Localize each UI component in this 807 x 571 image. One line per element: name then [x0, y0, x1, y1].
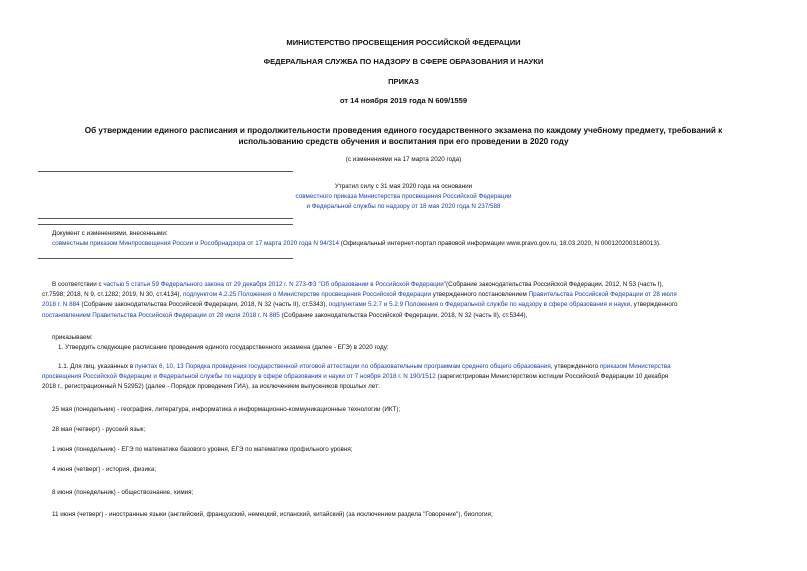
joint-order-link[interactable]: приказом Министерства: [599, 363, 671, 370]
revision-note: (с изменениями на 17 марта 2020 года): [345, 156, 462, 163]
schedule-item: 11 июня (четверг) - иностранные языки (английский, французский, немецкий, испанский, китайский) (за исключением раздела "Говорение"), биология;: [52, 511, 493, 518]
item-text: (зарегистрирован Министерством юстиции Российской Федерации 10 декабря: [435, 373, 669, 381]
schedule-item: 25 мая (понедельник) - география, литература, информатика и информационно-коммуникационные технологии (ИКТ);: [52, 406, 401, 413]
item-text: , утвержденного: [550, 363, 600, 370]
divider: [38, 224, 293, 225]
schedule-item: 8 июня (понедельник) - обществознание, химия;: [52, 489, 194, 496]
item-text: 1.1. Для лиц, указанных в: [58, 363, 135, 370]
rosobrnadzor-regulation-link[interactable]: подпунктами 5.2.7 и 5.2.9 Положения о Федеральной службе по надзору в сфере образования и науки: [328, 301, 631, 309]
doc-date-heading: от 14 ноября 2019 года N 609/1559: [339, 96, 468, 105]
doc-type-heading: ПРИКАЗ: [388, 77, 419, 86]
schedule-item: 4 июня (четверг) - история, физика;: [52, 466, 157, 473]
validity-link-2[interactable]: и Федеральной службы по надзору от 18 мая 2020 года N 237/588: [306, 202, 501, 210]
document-title: [40, 125, 767, 148]
preamble-text: , утвержденного: [630, 301, 678, 309]
schedule-item: 1 июня (понедельник) - ЕГЭ по математике базового уровня, ЕГЭ по математике профильного уровня;: [52, 446, 353, 453]
joint-order-link-cont[interactable]: просвещения Российской Федерации и Федеральной службы по надзору в сфере образования и науки от 7 ноября 2018 г. N 190/1512: [42, 373, 436, 381]
order-word: приказываем:: [52, 334, 93, 341]
preamble-text: утвержденного постановлением: [431, 291, 529, 299]
changes-block: [52, 229, 772, 249]
item-text: 2018 г., регистрационный N 52952) (далее - Порядок проведения ГИА), за исключением выпускников прошлых лет:: [42, 383, 380, 391]
item-1-1: [42, 362, 770, 393]
preamble-text: (Собрание законодательства Российской Федерации, 2018, N 32 (часть II), ст.5344),: [279, 311, 528, 319]
preamble: [42, 280, 770, 321]
item-1: 1. Утвердить следующее расписание проведения единого государственного экзамена (далее - ЕГЭ) в 2020 году:: [58, 344, 389, 351]
preamble-text: ст.7598; 2018, N 9, ст.1282; 2019, N 30, ст.4134),: [42, 291, 183, 299]
schedule-item: 28 мая (четверг) - русский язык;: [52, 426, 146, 433]
changes-link[interactable]: совместным приказом Минпросвещения России и Рособрнадзора от 17 марта 2020 года N 94/314: [52, 239, 339, 247]
government-decree-884-link[interactable]: Правительства Российской Федерации от 28 июля: [528, 291, 677, 299]
divider: [38, 171, 293, 172]
preamble-text: (Собрание законодательства Российской Федерации, 2018, N 32 (часть II), ст.5343),: [79, 301, 329, 309]
ministry-regulation-link[interactable]: подпунктом 4.2.25 Положения о Министерстве просвещения Российской Федерации: [182, 291, 431, 299]
validity-note: [0, 182, 807, 211]
validity-link-1[interactable]: совместного приказа Министерства просвещения Российской Федерации: [295, 192, 512, 200]
ministry-heading: МИНИСТЕРСТВО ПРОСВЕЩЕНИЯ РОССИЙСКОЙ ФЕДЕРАЦИИ: [286, 38, 521, 47]
law-273-link[interactable]: частью 5 статьи 59 Федерального закона от 29 декабря 2012 г. N 273-ФЗ "Об образовании в Российской Федерации": [103, 281, 447, 288]
preamble-text: В соответствии с: [52, 281, 104, 288]
gia-procedure-link[interactable]: пунктах 6, 10, 13 Порядка проведения государственной итоговой аттестации по образовательным программам среднего общего образования: [134, 363, 551, 370]
validity-line: Утратил силу с 31 мая 2020 года на основании: [334, 183, 473, 190]
title-line-2: использованию средств обучения и воспитания при его проведении в 2020 году: [238, 137, 569, 147]
divider: [38, 258, 293, 259]
government-decree-885-link[interactable]: постановлением Правительства Российской Федерации от 28 июля 2018 г. N 885: [42, 311, 280, 319]
changes-label: Документ с изменениями, внесенными:: [52, 230, 168, 237]
government-decree-884-link-cont[interactable]: 2018 г. N 884: [42, 301, 80, 309]
divider: [38, 218, 293, 219]
changes-source: (Официальный интернет-портал правовой информации www.pravo.gov.ru, 18.03.2020, N 0001202003180013).: [338, 239, 661, 247]
title-line-1: Об утверждении единого расписания и продолжительности проведения единого государственного экзамена по каждому учебному предмету, требований к: [84, 126, 723, 135]
preamble-text: (Собрание законодательства Российской Федерации, 2012, N 53 (часть I),: [446, 281, 664, 288]
service-heading: ФЕДЕРАЛЬНАЯ СЛУЖБА ПО НАДЗОРУ В СФЕРЕ ОБРАЗОВАНИЯ И НАУКИ: [263, 57, 544, 66]
